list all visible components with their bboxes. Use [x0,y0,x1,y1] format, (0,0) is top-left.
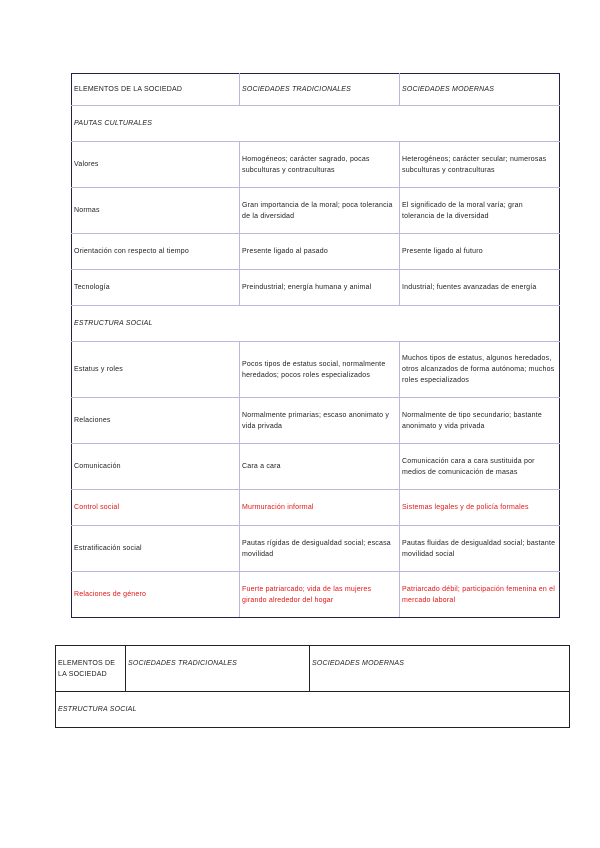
cell-tradicional: Murmuración informal [240,490,400,526]
row-label: Normas [72,188,240,234]
row-label: Relaciones de género [72,572,240,618]
header-modernas: SOCIEDADES MODERNAS [400,74,560,106]
cell-tradicional: Pautas rígidas de desigualdad social; escasa movilidad [240,526,400,572]
cell-moderna: Muchos tipos de estatus, algunos heredados, otros alcanzados de forma autónoma; muchos roles especializados [400,342,560,398]
table-row [72,142,560,188]
cell-moderna: El significado de la moral varía; gran tolerancia de la diversidad [400,188,560,234]
header-tradicionales: SOCIEDADES TRADICIONALES [240,74,400,106]
table-row [72,398,560,444]
section-estructura-social: ESTRUCTURA SOCIAL [72,306,560,342]
cell-moderna: Presente ligado al futuro [400,234,560,270]
header-row [72,74,560,106]
row-label: Estatus y roles [72,342,240,398]
cell-tradicional: Homogéneos; carácter sagrado, pocas subculturas y contraculturas [240,142,400,188]
header-elementos: ELEMENTOS DE LA SOCIEDAD [72,74,240,106]
section-estructura-social: ESTRUCTURA SOCIAL [56,692,570,728]
cell-moderna: Comunicación cara a cara sustituida por medios de comunicación de masas [400,444,560,490]
cell-tradicional: Cara a cara [240,444,400,490]
cell-moderna: Heterogéneos; carácter secular; numerosas subculturas y contraculturas [400,142,560,188]
table-row [72,234,560,270]
second-table [55,645,570,728]
table-row [72,526,560,572]
table-row [72,188,560,234]
table-row-highlighted [72,490,560,526]
section-pautas-culturales: PAUTAS CULTURALES [72,106,560,142]
table-row [72,444,560,490]
header-modernas: SOCIEDADES MODERNAS [310,646,570,692]
section-row-estructura [72,306,560,342]
comparison-table [71,73,560,618]
row-label: Estratificación social [72,526,240,572]
row-label: Orientación con respecto al tiempo [72,234,240,270]
cell-tradicional: Fuerte patriarcado; vida de las mujeres girando alrededor del hogar [240,572,400,618]
cell-tradicional: Presente ligado al pasado [240,234,400,270]
row-label: Valores [72,142,240,188]
row-label: Comunicación [72,444,240,490]
cell-moderna: Sistemas legales y de policía formales [400,490,560,526]
cell-moderna: Industrial; fuentes avanzadas de energía [400,270,560,306]
row-label: Relaciones [72,398,240,444]
cell-tradicional: Normalmente primarias; escaso anonimato y vida privada [240,398,400,444]
cell-tradicional: Gran importancia de la moral; poca tolerancia de la diversidad [240,188,400,234]
header-row [56,646,570,692]
header-tradicionales: SOCIEDADES TRADICIONALES [126,646,310,692]
table-row-highlighted [72,572,560,618]
header-elementos: ELEMENTOS DE LA SOCIEDAD [56,646,126,692]
table-row [72,342,560,398]
row-label: Tecnología [72,270,240,306]
section-row-culturales [72,106,560,142]
cell-moderna: Patriarcado débil; participación femenina en el mercado laboral [400,572,560,618]
row-label: Control social [72,490,240,526]
cell-moderna: Normalmente de tipo secundario; bastante anonimato y vida privada [400,398,560,444]
cell-tradicional: Preindustrial; energía humana y animal [240,270,400,306]
cell-moderna: Pautas fluidas de desigualdad social; bastante movilidad social [400,526,560,572]
section-row [56,692,570,728]
cell-tradicional: Pocos tipos de estatus social, normalmente heredados; pocos roles especializados [240,342,400,398]
table-row [72,270,560,306]
